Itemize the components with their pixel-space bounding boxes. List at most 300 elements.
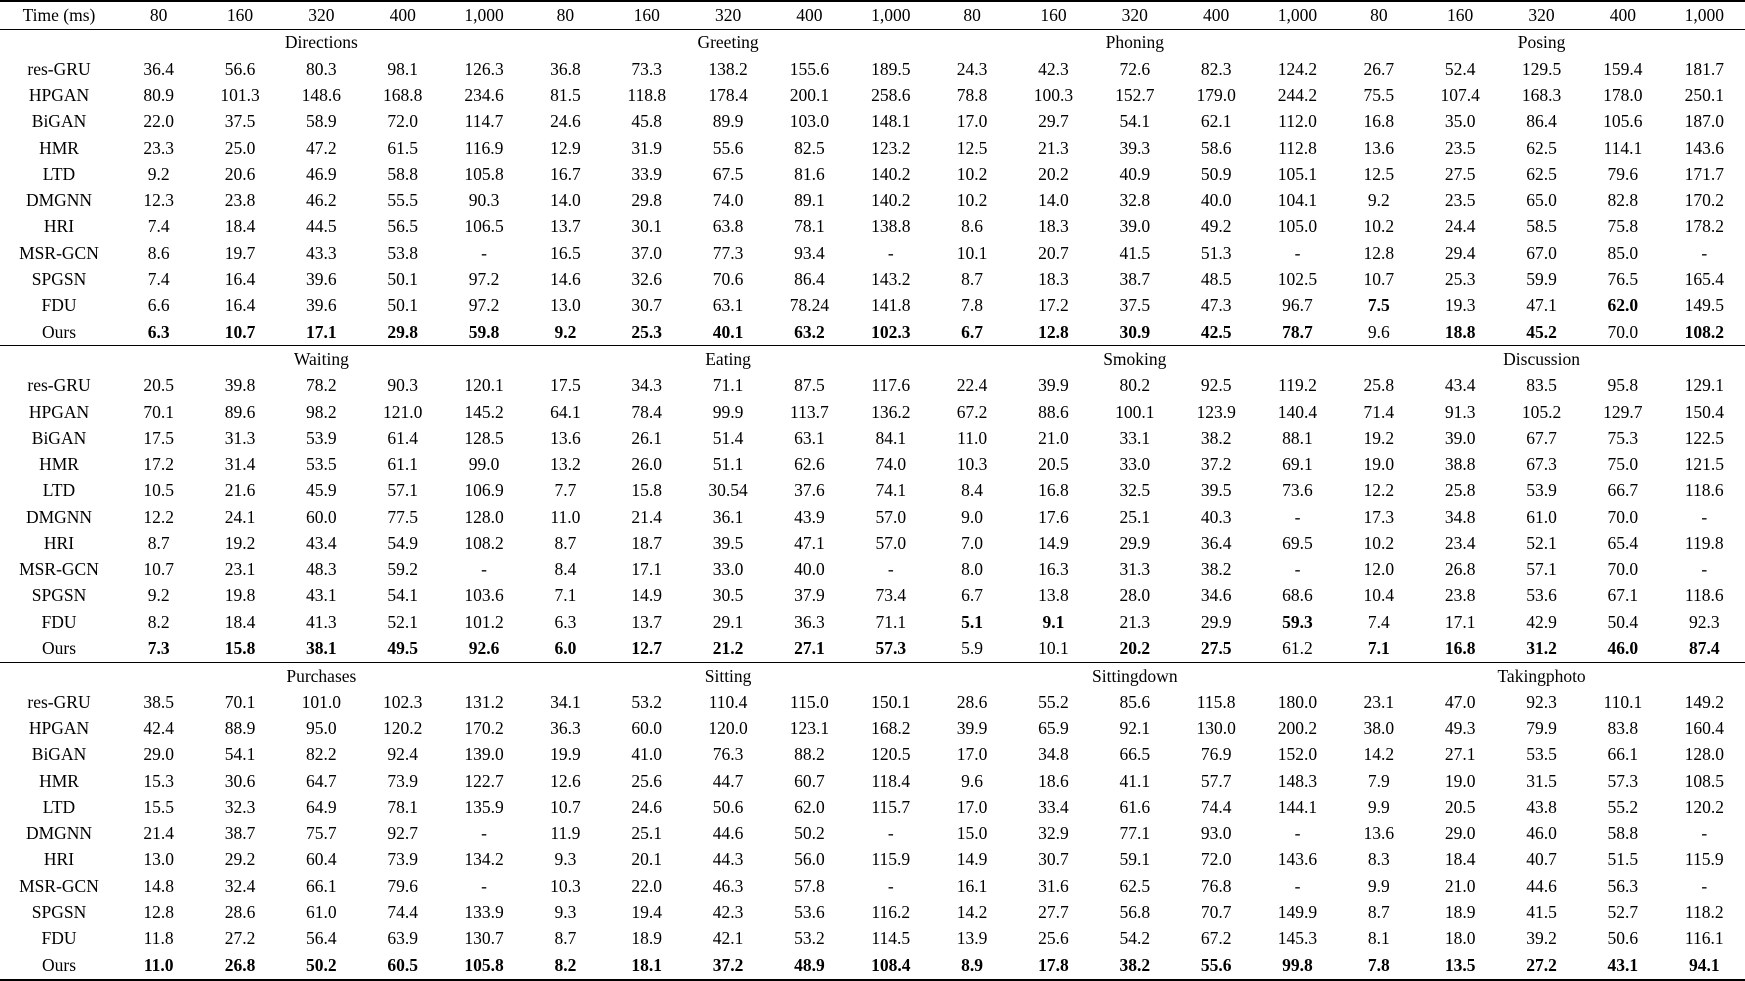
value-cell: 59.3 bbox=[1282, 611, 1313, 632]
value-cell: 136.2 bbox=[871, 401, 911, 422]
value-cell: 39.0 bbox=[1444, 427, 1476, 448]
value-cell: 31.3 bbox=[224, 427, 256, 448]
value-cell: 25.6 bbox=[1038, 928, 1069, 949]
value-cell: 39.3 bbox=[1119, 137, 1151, 158]
value-cell: 244.2 bbox=[1277, 85, 1318, 106]
value-cell: 77.3 bbox=[712, 242, 744, 263]
value-cell: 43.8 bbox=[1526, 796, 1557, 817]
value-cell: 40.0 bbox=[1200, 190, 1232, 211]
value-cell: 53.5 bbox=[1526, 744, 1557, 765]
value-cell: 67.2 bbox=[956, 401, 988, 422]
value-cell: 57.1 bbox=[387, 480, 419, 501]
table-row bbox=[0, 214, 1745, 240]
value-cell: 63.9 bbox=[387, 928, 419, 949]
value-cell: 13.6 bbox=[550, 427, 581, 448]
value-cell: 140.4 bbox=[1277, 401, 1318, 422]
value-cell: 30.7 bbox=[1038, 849, 1069, 870]
value-cell: 14.9 bbox=[631, 585, 663, 606]
action-row-spacer bbox=[0, 346, 118, 373]
value-cell: 48.5 bbox=[1200, 268, 1232, 289]
method-label: MSR-GCN bbox=[19, 875, 99, 896]
value-cell: 50.1 bbox=[387, 295, 419, 316]
value-cell: 17.5 bbox=[550, 375, 581, 396]
value-cell: 12.3 bbox=[143, 190, 174, 211]
value-cell: 43.4 bbox=[1444, 375, 1476, 396]
value-cell: 57.8 bbox=[794, 875, 825, 896]
value-cell: 64.7 bbox=[306, 770, 337, 791]
value-cell: 97.2 bbox=[468, 295, 500, 316]
value-cell: 6.7 bbox=[961, 321, 984, 342]
value-cell: 38.8 bbox=[1444, 454, 1476, 475]
value-cell: 19.7 bbox=[224, 242, 256, 263]
method-label: Ours bbox=[41, 954, 77, 975]
value-cell: 103.6 bbox=[464, 585, 504, 606]
value-cell: 29.9 bbox=[1200, 611, 1232, 632]
value-cell: 59.2 bbox=[387, 559, 419, 580]
value-cell: 106.9 bbox=[464, 480, 504, 501]
value-cell: 18.6 bbox=[1038, 770, 1069, 791]
value-cell: 21.4 bbox=[631, 506, 663, 527]
value-cell: 101.0 bbox=[301, 691, 342, 712]
method-label: MSR-GCN bbox=[19, 242, 99, 263]
value-cell: 118.8 bbox=[627, 85, 667, 106]
value-cell: 114.5 bbox=[871, 928, 911, 949]
value-cell: 180.0 bbox=[1277, 691, 1318, 712]
value-cell: 87.4 bbox=[1688, 638, 1720, 659]
table-row bbox=[0, 689, 1745, 715]
value-cell: 73.9 bbox=[387, 770, 419, 791]
value-cell: 17.8 bbox=[1038, 954, 1069, 975]
value-cell: 92.7 bbox=[387, 823, 419, 844]
value-cell: 45.2 bbox=[1526, 321, 1557, 342]
value-cell: 30.54 bbox=[708, 480, 748, 501]
value-cell: 75.3 bbox=[1607, 427, 1639, 448]
value-cell: 78.24 bbox=[789, 295, 830, 316]
value-cell: 8.2 bbox=[147, 611, 170, 632]
value-cell: 43.3 bbox=[306, 242, 337, 263]
value-cell: 38.2 bbox=[1200, 559, 1232, 580]
value-cell: 25.3 bbox=[1444, 268, 1476, 289]
value-cell: 14.9 bbox=[1038, 532, 1069, 553]
value-cell: 74.0 bbox=[712, 190, 744, 211]
table-row bbox=[0, 847, 1745, 873]
value-cell: 17.2 bbox=[1038, 295, 1069, 316]
value-cell: 129.5 bbox=[1521, 58, 1562, 79]
value-cell: 130.7 bbox=[464, 928, 504, 949]
value-cell: 120.0 bbox=[708, 718, 748, 739]
value-cell: 9.9 bbox=[1367, 875, 1390, 896]
value-cell: 47.1 bbox=[794, 532, 825, 553]
time-header-cell: 320 bbox=[1501, 1, 1582, 29]
table-row bbox=[0, 425, 1745, 451]
value-cell: 46.0 bbox=[1526, 823, 1557, 844]
value-cell: 44.3 bbox=[712, 849, 744, 870]
value-cell: 13.7 bbox=[550, 216, 581, 237]
value-cell: 23.8 bbox=[1444, 585, 1476, 606]
value-cell: 44.6 bbox=[712, 823, 744, 844]
value-cell: 55.5 bbox=[387, 190, 419, 211]
method-label: HMR bbox=[39, 770, 79, 791]
value-cell: 131.2 bbox=[464, 691, 504, 712]
value-cell: 45.9 bbox=[306, 480, 337, 501]
value-cell: 14.8 bbox=[143, 875, 174, 896]
value-cell: 39.6 bbox=[306, 295, 337, 316]
table-row bbox=[0, 109, 1745, 135]
value-cell: 16.4 bbox=[224, 295, 256, 316]
value-cell: 19.2 bbox=[224, 532, 256, 553]
method-label: SPGSN bbox=[31, 268, 87, 289]
value-cell: 10.4 bbox=[1363, 585, 1395, 606]
value-cell: 160.4 bbox=[1684, 718, 1724, 739]
value-cell: 30.9 bbox=[1119, 321, 1151, 342]
value-cell: 7.0 bbox=[961, 532, 984, 553]
value-cell: 18.9 bbox=[631, 928, 663, 949]
value-cell: 10.1 bbox=[1038, 638, 1069, 659]
value-cell: 102.3 bbox=[871, 321, 911, 342]
value-cell: 187.0 bbox=[1684, 111, 1724, 132]
value-cell: 7.8 bbox=[1367, 954, 1390, 975]
value-cell: 37.2 bbox=[712, 954, 744, 975]
value-cell: 78.1 bbox=[794, 216, 825, 237]
value-cell: 29.2 bbox=[224, 849, 256, 870]
value-cell: 62.5 bbox=[1119, 875, 1151, 896]
value-cell: 47.1 bbox=[1526, 295, 1557, 316]
value-cell: 12.7 bbox=[631, 638, 663, 659]
value-cell: 92.3 bbox=[1688, 611, 1720, 632]
value-cell: 78.2 bbox=[306, 375, 337, 396]
value-cell: 54.1 bbox=[1119, 111, 1151, 132]
table-row bbox=[0, 530, 1745, 556]
value-cell: 105.0 bbox=[1277, 216, 1318, 237]
value-cell: 21.2 bbox=[712, 638, 744, 659]
value-cell: 17.2 bbox=[143, 454, 174, 475]
table-row bbox=[0, 557, 1745, 583]
value-cell: 54.1 bbox=[224, 744, 256, 765]
value-cell: 38.0 bbox=[1363, 718, 1395, 739]
value-cell: 74.1 bbox=[875, 480, 907, 501]
value-cell: 117.6 bbox=[871, 375, 911, 396]
value-cell: 61.0 bbox=[306, 902, 337, 923]
value-cell: 76.5 bbox=[1607, 268, 1639, 289]
value-cell: 56.4 bbox=[306, 928, 337, 949]
value-cell: 79.9 bbox=[1526, 718, 1557, 739]
value-cell: 78.8 bbox=[956, 85, 988, 106]
value-cell: 69.1 bbox=[1282, 454, 1313, 475]
value-cell: 145.3 bbox=[1277, 928, 1318, 949]
value-cell: 75.5 bbox=[1363, 85, 1395, 106]
value-cell: 50.6 bbox=[1607, 928, 1639, 949]
method-label: Ours bbox=[41, 638, 77, 659]
value-cell: 81.5 bbox=[550, 85, 581, 106]
value-cell: 57.7 bbox=[1200, 770, 1232, 791]
value-cell: 74.0 bbox=[875, 454, 907, 475]
method-label: DMGNN bbox=[25, 823, 93, 844]
value-cell: - bbox=[481, 559, 487, 580]
value-cell: 119.2 bbox=[1278, 375, 1317, 396]
value-cell: 39.2 bbox=[1526, 928, 1557, 949]
value-cell: 113.7 bbox=[790, 401, 829, 422]
value-cell: 118.6 bbox=[1684, 480, 1724, 501]
value-cell: 120.1 bbox=[464, 375, 504, 396]
value-cell: 6.3 bbox=[147, 321, 170, 342]
value-cell: 67.1 bbox=[1607, 585, 1639, 606]
value-cell: 19.2 bbox=[1363, 427, 1395, 448]
value-cell: 27.5 bbox=[1444, 163, 1476, 184]
action-row-spacer bbox=[0, 29, 118, 56]
table-row bbox=[0, 742, 1745, 768]
value-cell: 115.7 bbox=[871, 796, 911, 817]
value-cell: 70.0 bbox=[1607, 559, 1639, 580]
value-cell: 6.6 bbox=[147, 295, 170, 316]
value-cell: 60.0 bbox=[631, 718, 663, 739]
value-cell: 36.1 bbox=[712, 506, 744, 527]
method-label: SPGSN bbox=[31, 902, 87, 923]
value-cell: 34.8 bbox=[1444, 506, 1476, 527]
value-cell: 92.6 bbox=[468, 638, 500, 659]
value-cell: 57.1 bbox=[1526, 559, 1557, 580]
value-cell: 9.0 bbox=[961, 506, 984, 527]
value-cell: 52.1 bbox=[1526, 532, 1557, 553]
value-cell: 38.2 bbox=[1119, 954, 1151, 975]
value-cell: 29.8 bbox=[387, 321, 419, 342]
value-cell: 48.3 bbox=[306, 559, 337, 580]
value-cell: 14.0 bbox=[1038, 190, 1069, 211]
value-cell: 23.1 bbox=[224, 559, 256, 580]
value-cell: 16.8 bbox=[1038, 480, 1069, 501]
value-cell: 99.0 bbox=[468, 454, 500, 475]
value-cell: 118.6 bbox=[1684, 585, 1724, 606]
value-cell: 30.1 bbox=[631, 216, 663, 237]
value-cell: 99.8 bbox=[1282, 954, 1313, 975]
value-cell: 129.7 bbox=[1603, 401, 1643, 422]
value-cell: 13.6 bbox=[1363, 823, 1395, 844]
value-cell: 60.7 bbox=[794, 770, 825, 791]
value-cell: 19.0 bbox=[1363, 454, 1395, 475]
value-cell: 71.4 bbox=[1363, 401, 1395, 422]
value-cell: 31.3 bbox=[1119, 559, 1151, 580]
value-cell: 62.1 bbox=[1200, 111, 1232, 132]
value-cell: 143.6 bbox=[1277, 849, 1318, 870]
value-cell: 44.7 bbox=[712, 770, 744, 791]
value-cell: 128.0 bbox=[1684, 744, 1724, 765]
value-cell: 92.4 bbox=[387, 744, 419, 765]
value-cell: 75.7 bbox=[306, 823, 337, 844]
value-cell: 73.9 bbox=[387, 849, 419, 870]
value-cell: 10.3 bbox=[956, 454, 988, 475]
value-cell: 73.4 bbox=[875, 585, 907, 606]
value-cell: 25.1 bbox=[631, 823, 663, 844]
value-cell: 123.2 bbox=[871, 137, 911, 158]
value-cell: 118.2 bbox=[1684, 902, 1724, 923]
value-cell: 29.0 bbox=[143, 744, 174, 765]
value-cell: 130.0 bbox=[1196, 718, 1236, 739]
value-cell: 50.2 bbox=[306, 954, 337, 975]
value-cell: 76.9 bbox=[1200, 744, 1232, 765]
action-header: Greeting bbox=[697, 32, 759, 53]
value-cell: 17.0 bbox=[956, 744, 988, 765]
value-cell: 21.3 bbox=[1119, 611, 1151, 632]
value-cell: 106.5 bbox=[464, 216, 504, 237]
value-cell: 110.4 bbox=[708, 691, 748, 712]
value-cell: 53.9 bbox=[1526, 480, 1557, 501]
value-cell: 23.5 bbox=[1444, 190, 1476, 211]
value-cell: 8.0 bbox=[961, 559, 984, 580]
value-cell: 234.6 bbox=[464, 85, 504, 106]
table-row bbox=[0, 293, 1745, 319]
value-cell: 25.6 bbox=[631, 770, 663, 791]
value-cell: 8.6 bbox=[147, 242, 170, 263]
value-cell: 100.3 bbox=[1033, 85, 1074, 106]
value-cell: 39.9 bbox=[1038, 375, 1069, 396]
value-cell: 58.6 bbox=[1200, 137, 1232, 158]
value-cell: 65.0 bbox=[1526, 190, 1557, 211]
value-cell: 5.9 bbox=[961, 638, 984, 659]
value-cell: 58.8 bbox=[1607, 823, 1639, 844]
value-cell: 66.1 bbox=[306, 875, 337, 896]
value-cell: 59.9 bbox=[1526, 268, 1557, 289]
table-row bbox=[0, 478, 1745, 504]
value-cell: 9.6 bbox=[1367, 321, 1390, 342]
value-cell: 60.5 bbox=[387, 954, 419, 975]
value-cell: 105.8 bbox=[464, 163, 504, 184]
value-cell: 7.4 bbox=[147, 268, 170, 289]
method-label: LTD bbox=[42, 480, 76, 501]
value-cell: - bbox=[1701, 875, 1708, 896]
action-header: Sitting bbox=[525, 662, 932, 689]
value-cell: 32.6 bbox=[631, 268, 663, 289]
value-cell: 20.2 bbox=[1119, 638, 1151, 659]
value-cell: 67.5 bbox=[712, 163, 744, 184]
value-cell: 200.1 bbox=[789, 85, 830, 106]
value-cell: 51.3 bbox=[1200, 242, 1232, 263]
value-cell: 57.3 bbox=[875, 638, 907, 659]
value-cell: 115.0 bbox=[790, 691, 829, 712]
value-cell: 152.0 bbox=[1277, 744, 1318, 765]
value-cell: 19.8 bbox=[224, 585, 256, 606]
value-cell: 34.6 bbox=[1200, 585, 1232, 606]
value-cell: 16.8 bbox=[1363, 111, 1395, 132]
value-cell: 118.4 bbox=[871, 770, 911, 791]
value-cell: 17.1 bbox=[631, 559, 663, 580]
value-cell: 47.0 bbox=[1444, 691, 1476, 712]
value-cell: 168.3 bbox=[1521, 85, 1562, 106]
value-cell: 104.1 bbox=[1277, 190, 1318, 211]
value-cell: 33.0 bbox=[712, 559, 744, 580]
value-cell: 8.7 bbox=[554, 928, 577, 949]
value-cell: 23.3 bbox=[143, 137, 174, 158]
value-cell: 61.0 bbox=[1526, 506, 1557, 527]
value-cell: 128.0 bbox=[464, 506, 504, 527]
value-cell: 124.2 bbox=[1277, 58, 1318, 79]
value-cell: 148.3 bbox=[1277, 770, 1318, 791]
value-cell: 105.6 bbox=[1603, 111, 1643, 132]
value-cell: 27.1 bbox=[1444, 744, 1476, 765]
action-header: Discussion bbox=[1338, 346, 1745, 373]
value-cell: 26.0 bbox=[631, 454, 663, 475]
value-cell: 24.6 bbox=[631, 796, 663, 817]
value-cell: 31.9 bbox=[631, 137, 663, 158]
value-cell: 13.2 bbox=[550, 454, 581, 475]
value-cell: 13.0 bbox=[550, 295, 581, 316]
value-cell: 66.5 bbox=[1119, 744, 1151, 765]
value-cell: 12.9 bbox=[550, 137, 581, 158]
value-cell: 72.0 bbox=[387, 111, 419, 132]
value-cell: 42.3 bbox=[712, 902, 744, 923]
value-cell: 47.2 bbox=[306, 137, 337, 158]
value-cell: 92.3 bbox=[1526, 691, 1557, 712]
value-cell: 66.7 bbox=[1607, 480, 1639, 501]
value-cell: 16.7 bbox=[550, 163, 581, 184]
value-cell: 10.7 bbox=[550, 796, 581, 817]
value-cell: 70.6 bbox=[712, 268, 744, 289]
value-cell: 6.0 bbox=[554, 638, 577, 659]
value-cell: 91.3 bbox=[1444, 401, 1476, 422]
value-cell: - bbox=[887, 242, 894, 263]
value-cell: 143.2 bbox=[871, 268, 911, 289]
value-cell: 30.5 bbox=[712, 585, 744, 606]
method-label: DMGNN bbox=[25, 506, 93, 527]
value-cell: 88.2 bbox=[794, 744, 825, 765]
value-cell: 29.0 bbox=[1444, 823, 1476, 844]
value-cell: 150.4 bbox=[1684, 401, 1724, 422]
value-cell: 10.7 bbox=[1363, 268, 1395, 289]
value-cell: 12.0 bbox=[1363, 559, 1395, 580]
value-cell: 18.9 bbox=[1444, 902, 1476, 923]
value-cell: 140.2 bbox=[871, 163, 911, 184]
value-cell: 152.7 bbox=[1115, 85, 1155, 106]
value-cell: 8.3 bbox=[1367, 849, 1390, 870]
method-label: HMR bbox=[39, 137, 79, 158]
value-cell: 18.3 bbox=[1038, 216, 1069, 237]
value-cell: - bbox=[1701, 242, 1708, 263]
value-cell: 93.4 bbox=[794, 242, 825, 263]
value-cell: 101.2 bbox=[464, 611, 504, 632]
value-cell: 14.6 bbox=[550, 268, 581, 289]
action-header: Posing bbox=[1517, 32, 1566, 53]
value-cell: 115.8 bbox=[1196, 691, 1236, 712]
action-header: Directions bbox=[284, 32, 358, 53]
value-cell: 24.6 bbox=[550, 111, 581, 132]
value-cell: 12.5 bbox=[956, 137, 988, 158]
value-cell: 25.3 bbox=[631, 321, 663, 342]
time-header-cell: 400 bbox=[1582, 1, 1663, 29]
value-cell: 44.6 bbox=[1526, 875, 1557, 896]
time-header-cell: 160 bbox=[1420, 1, 1501, 29]
value-cell: 8.7 bbox=[1367, 902, 1390, 923]
value-cell: 31.2 bbox=[1526, 638, 1557, 659]
value-cell: 29.8 bbox=[631, 190, 663, 211]
value-cell: 23.5 bbox=[1444, 137, 1476, 158]
value-cell: 7.7 bbox=[554, 480, 577, 501]
value-cell: 27.5 bbox=[1200, 638, 1232, 659]
value-cell: 34.3 bbox=[631, 375, 663, 396]
value-cell: 10.2 bbox=[1363, 216, 1395, 237]
value-cell: 133.9 bbox=[464, 902, 504, 923]
value-cell: 26.8 bbox=[1444, 559, 1476, 580]
value-cell: 38.1 bbox=[306, 638, 337, 659]
table-row bbox=[0, 768, 1745, 794]
value-cell: 27.1 bbox=[794, 638, 825, 659]
time-label: Time (ms) bbox=[0, 1, 118, 29]
value-cell: 11.0 bbox=[957, 427, 988, 448]
table-row bbox=[0, 794, 1745, 820]
value-cell: 6.3 bbox=[554, 611, 577, 632]
value-cell: 18.4 bbox=[224, 216, 256, 237]
value-cell: 87.5 bbox=[794, 375, 825, 396]
table-row bbox=[0, 399, 1745, 425]
value-cell: 72.6 bbox=[1119, 58, 1151, 79]
value-cell: 10.2 bbox=[956, 163, 988, 184]
